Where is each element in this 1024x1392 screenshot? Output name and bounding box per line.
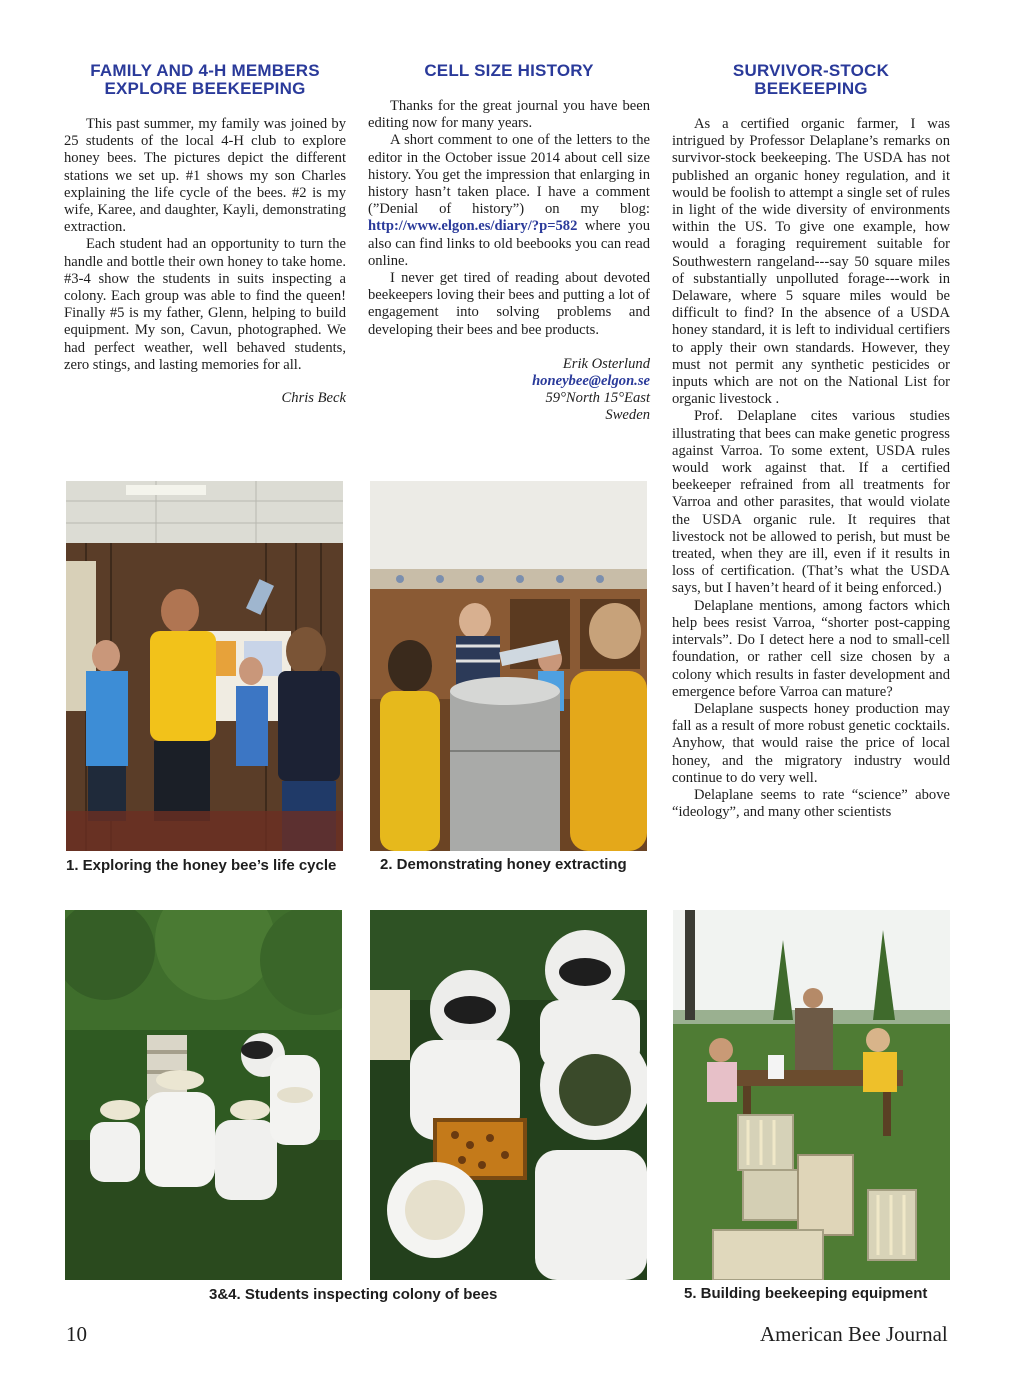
caption-photos-3-4: 3&4. Students inspecting colony of bees [209,1286,498,1303]
article-cell-size-history [368,62,650,425]
article-body [672,116,950,821]
paragraph-text: where you also can find links to old beebooks you can read online. [368,218,650,269]
paragraph: Each student had an opportunity to turn the handle and bottle their own honey to take home. #3-4 show the students in suits inspecting a colony. Each group was able to find the queen! Finally #5 is my father, Glenn, helping to build equipment. My son, Cavun, photographed. We had perfect weather, well behaved students, zero stings, and lasting memories for all. [64,236,346,373]
caption-photo-5: 5. Building beekeeping equipment [684,1285,928,1302]
article-survivor-stock [672,62,950,821]
email-link[interactable]: honeybee@elgon.se [532,373,650,390]
paragraph: Thanks for the great journal you have been editing now for many years. [368,98,650,132]
photo-honey-extracting-illustration [370,481,647,851]
photo-building-equipment-illustration [673,910,950,1280]
photo-life-cycle-illustration [66,481,343,851]
paragraph: I never get tired of reading about devoted beekeepers loving their bees and putting a lot of engagement into solving problems and developing their bees and bee products. [368,270,650,338]
article-title [368,62,650,80]
photo-frame-inspection [370,910,647,1280]
photo-building-equipment [673,910,950,1280]
article-title [672,62,950,98]
article-body [64,116,346,374]
article-body [368,98,650,339]
blog-link[interactable]: http://www.elgon.es/diary/?p=582 [368,218,578,235]
caption-photo-2: 2. Demonstrating honey extracting [380,856,627,873]
paragraph: Delaplane seems to rate “science” above “ideology”, and many other scientists [672,786,950,821]
photo-students-kneeling-illustration [65,910,342,1280]
title-line: EXPLORE BEEKEEPING [104,79,306,98]
signature-country: Sweden [605,407,650,424]
paragraph: Prof. Delaplane cites various studies illustrating that bees can make genetic progress against Varroa. To some extent, USDA rules would work against that. If a certified beekeeper refrained from all treatments for Varroa and other parasites, that would violate the USDA organic rule. It requires that livestock not be allowed to perish, but must be treated, when they are ill, even if it results in loss of certification. (That’s what the USDA says, but I haven’t heard of it being enforced.) [672,408,950,597]
signature-location: 59°North 15°East [545,390,650,407]
journal-name: American Bee Journal [760,1322,948,1346]
page-number: 10 [66,1322,87,1346]
paragraph [368,132,650,270]
photo-students-kneeling [65,910,342,1280]
article-family-4h [64,62,346,407]
title-line: BEEKEEPING [754,79,868,98]
title-line: SURVIVOR-STOCK [732,61,890,80]
photo-life-cycle [66,481,343,851]
signature-block [368,356,650,425]
article-title [64,62,346,98]
paragraph: As a certified organic farmer, I was intrigued by Professor Delaplane’s remarks on survivor-stock beekeeping. The USDA has not published an organic honey regulation, and it would be foolish to attempt a single set of rules in light of the wide diversity of environments within the US. To give one example, how would a foraging requirement suitable for Southwestern rangeland---say 50 square miles of substantially unpolluted forage---work in Delaware, where 5 square miles would be difficult to find? In the absence of a USDA honey standard, it is left to individual certifiers to apply their own standards. However, they must not permit any synthetic pesticides or inputs which are not on the National List for organic livestock . [672,116,950,408]
photo-frame-inspection-illustration [370,910,647,1280]
paragraph-text: A short comment to one of the letters to the editor in the October issue 2014 about cell size history. You get the impression that enlarging in history hasn’t taken place. I have a comment (”Denial of history”) on my blog: [368,132,650,218]
paragraph: This past summer, my family was joined by 25 students of the local 4-H club to explore honey bees. The pictures depict the different stations we set up. #1 shows my son Charles explaining the life cycle of the bees. #2 is my wife, Karee, and daughter, Kayli, demonstrating extraction. [64,116,346,236]
title-line: FAMILY AND 4-H MEMBERS [90,61,320,80]
paragraph: Delaplane mentions, among factors which help bees resist Varroa, “shorter post-capping intervals”. Do I detect here a nod to small-cell foundation, or rather cell size chosen by a colony which results in faster development and emergence before Varroa can mature? [672,597,950,700]
title-line: CELL SIZE HISTORY [424,61,594,80]
signature: Chris Beck [281,390,346,407]
photo-honey-extracting [370,481,647,851]
signature-name: Erik Osterlund [562,355,650,372]
paragraph: Delaplane suspects honey production may fall as a result of more robust genetic cocktails. Anyhow, that would raise the price of local honey, and the migratory industry would continue to do very well. [672,700,950,786]
caption-photo-1: 1. Exploring the honey bee’s life cycle [66,857,337,874]
